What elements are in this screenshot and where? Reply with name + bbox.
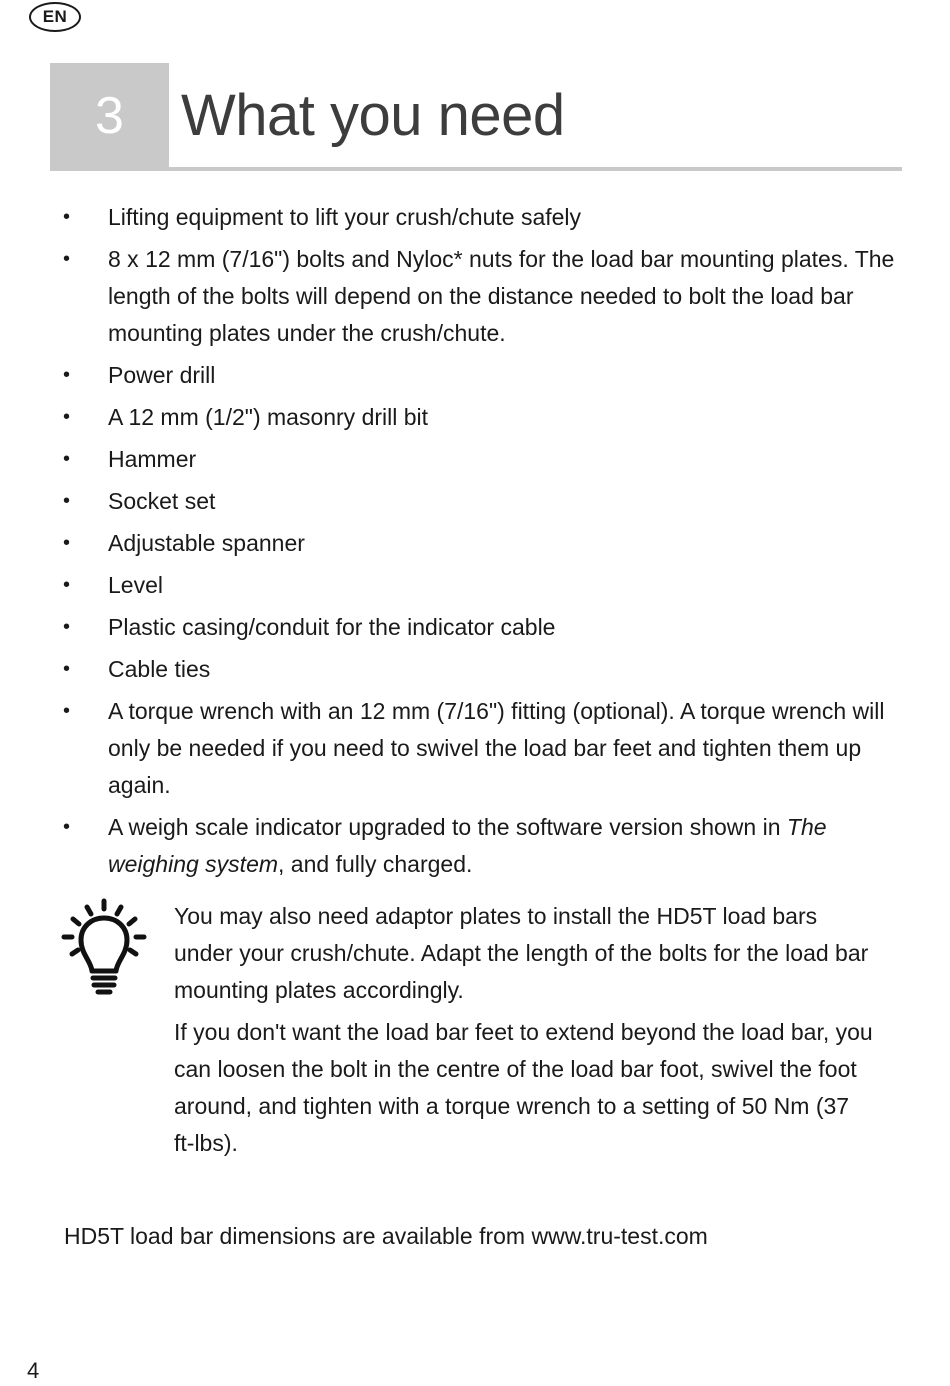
language-badge: EN — [29, 2, 81, 32]
header-divider — [50, 167, 902, 171]
footer-text: HD5T load bar dimensions are available from — [64, 1223, 532, 1249]
list-item — [0, 357, 900, 394]
list-item — [0, 441, 900, 478]
list-item-text: A torque wrench with an 12 mm (7/16") fitting (optional). A torque wrench will only be needed if you need to swivel the load bar feet and tighten them up again. — [108, 698, 885, 798]
list-item — [0, 651, 900, 688]
bullet-icon: • — [63, 490, 71, 512]
tip-paragraph: If you don't want the load bar feet to extend beyond the load bar, you can loosen the bolt in the centre of the load bar foot, swivel the foot around, and tighten with a torque wrench to a setting of 50 Nm (37 ft-lbs). — [174, 1019, 873, 1156]
list-item — [0, 567, 900, 604]
bullet-icon: • — [63, 364, 71, 386]
list-item — [0, 399, 900, 436]
list-item — [0, 483, 900, 520]
list-item-text: Adjustable spanner — [108, 530, 305, 556]
website-link[interactable]: www.tru-test.com — [531, 1223, 708, 1249]
tip-note — [174, 898, 874, 1167]
chapter-number: 3 — [50, 63, 169, 168]
bullet-icon: • — [63, 248, 71, 270]
list-item-text — [108, 814, 827, 877]
list-item — [0, 693, 900, 804]
list-item-text: A 12 mm (1/2") masonry drill bit — [108, 404, 429, 430]
footer-note — [64, 1218, 708, 1255]
list-item — [0, 241, 900, 352]
bullet-icon: • — [63, 700, 71, 722]
list-item — [0, 809, 900, 883]
list-item-text: Lifting equipment to lift your crush/chute safely — [108, 204, 582, 230]
list-item-text: Socket set — [108, 488, 216, 514]
list-item-text: Plastic casing/conduit for the indicator cable — [108, 614, 556, 640]
tip-paragraph: You may also need adaptor plates to install the HD5T load bars under your crush/chute. Adapt the length of the bolts for the load bar mounting plates accordingly. — [174, 903, 869, 1003]
list-item — [0, 199, 900, 236]
bullet-icon: • — [63, 616, 71, 638]
bullet-icon: • — [63, 658, 71, 680]
list-item-text: Level — [108, 572, 163, 598]
list-item-text: 8 x 12 mm (7/16") bolts and Nyloc* nuts for the load bar mounting plates. The length of the bolts will depend on the distance needed to bolt the load bar mounting plates under the crush/chute. — [108, 246, 895, 346]
bullet-icon: • — [63, 206, 71, 228]
chapter-header — [50, 63, 902, 171]
bullet-icon: • — [63, 406, 71, 428]
list-item — [0, 609, 900, 646]
lightbulb-icon — [60, 898, 148, 998]
bullet-icon: • — [63, 574, 71, 596]
chapter-title: What you need — [181, 83, 565, 148]
list-item-text-before: A weigh scale indicator upgraded to the software version shown in — [108, 814, 787, 840]
bullet-icon: • — [63, 448, 71, 470]
requirements-list — [0, 199, 900, 888]
bullet-icon: • — [63, 532, 71, 554]
page-number: 4 — [27, 1358, 40, 1383]
list-item — [0, 525, 900, 562]
bullet-icon: • — [63, 816, 71, 838]
list-item-text: Cable ties — [108, 656, 211, 682]
section-reference: The weighing system — [108, 814, 827, 877]
list-item-text-after: , and fully charged. — [278, 851, 473, 877]
list-item-text: Hammer — [108, 446, 197, 472]
list-item-text: Power drill — [108, 362, 216, 388]
